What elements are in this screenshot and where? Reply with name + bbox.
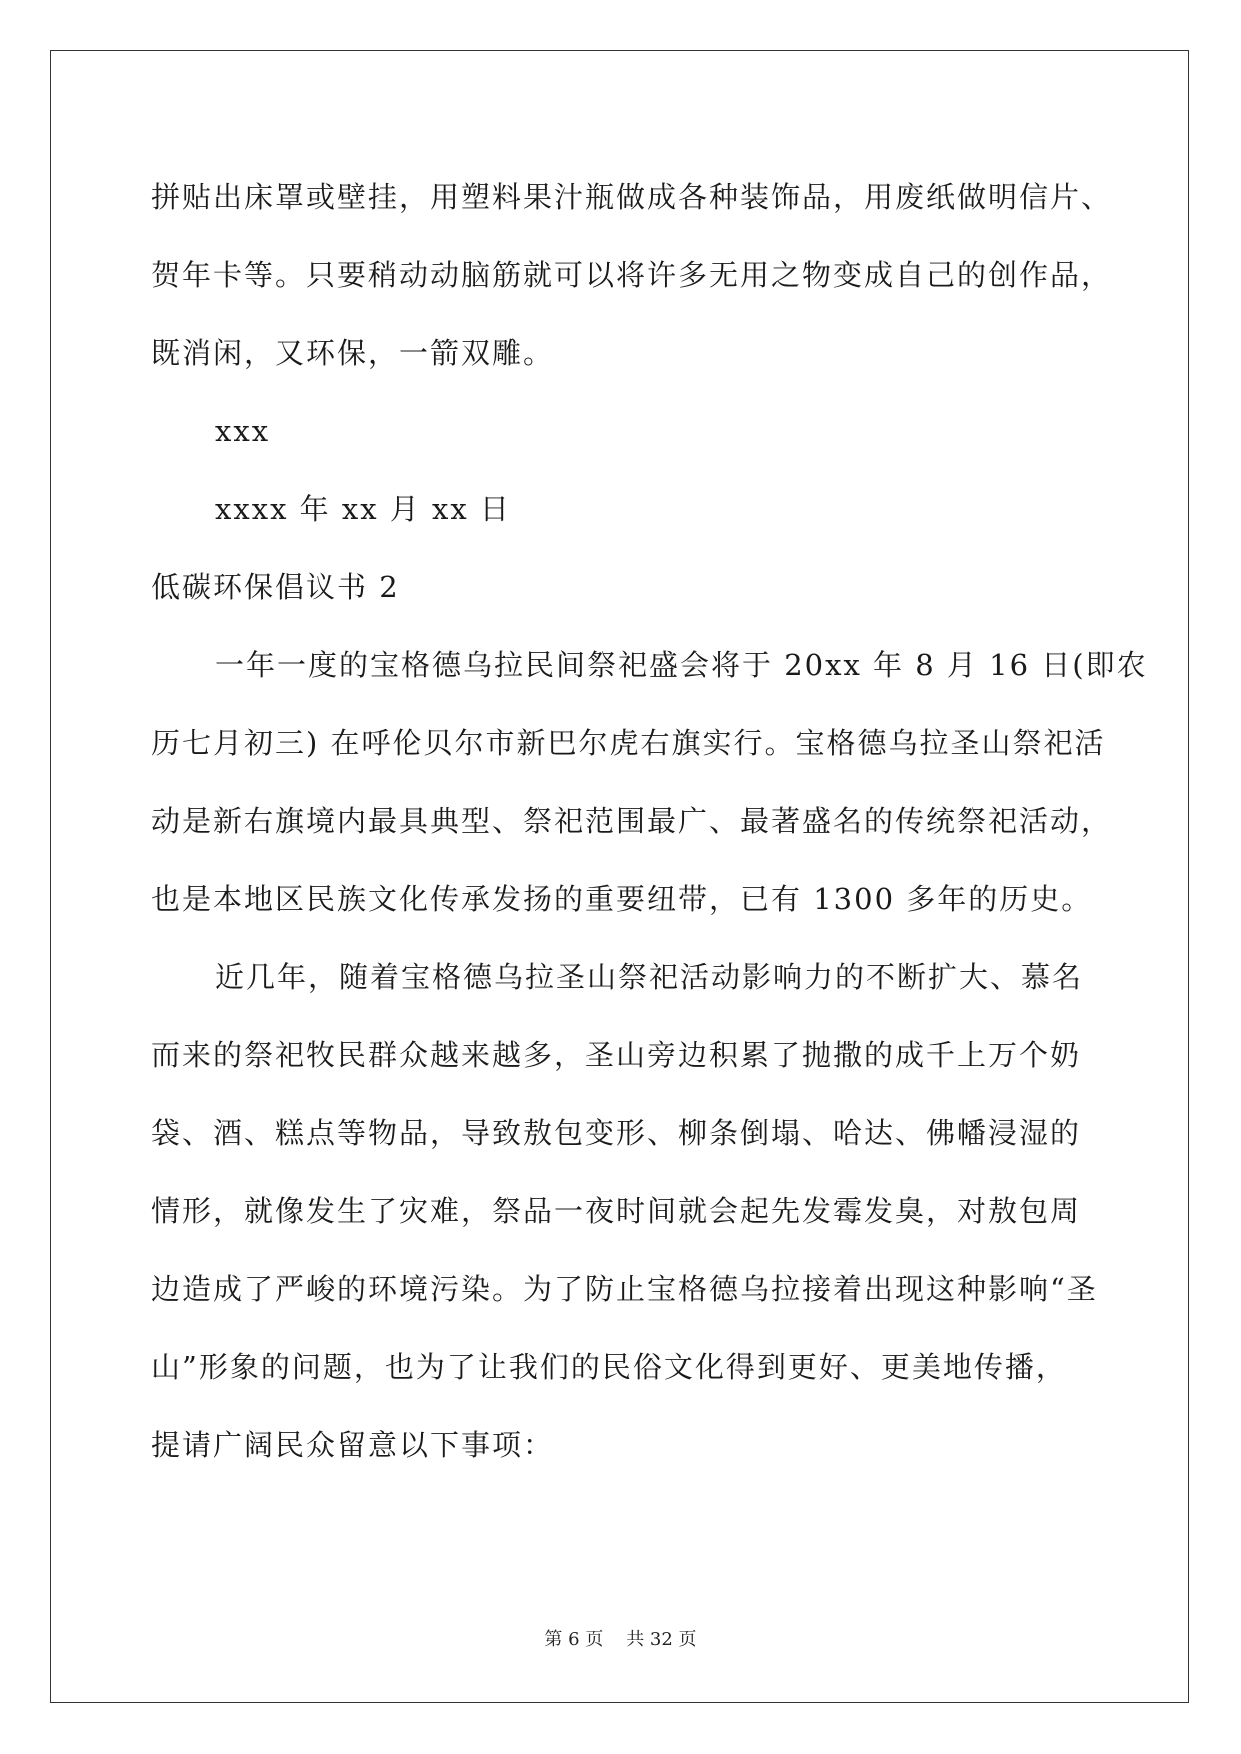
paragraph-2-line-2: 历七月初三) 在呼伦贝尔市新巴尔虎右旗实行。宝格德乌拉圣山祭祀活 (151, 726, 1106, 760)
paragraph-1-line-2: 贺年卡等。只要稍动动脑筋就可以将许多无用之物变成自己的创作品， (151, 258, 1113, 292)
paragraph-2-line-4: 也是本地区民族文化传承发扬的重要纽带，已有 1300 多年的历史。 (151, 882, 1093, 916)
paragraph-2-line-1: 一年一度的宝格德乌拉民间祭祀盛会将于 20xx 年 8 月 16 日(即农 (215, 648, 1148, 682)
paragraph-1-line-1: 拼贴出床罩或壁挂，用塑料果汁瓶做成各种装饰品，用废纸做明信片、 (151, 180, 1113, 214)
paragraph-3-line-5: 边造成了严峻的环境污染。为了防止宝格德乌拉接着出现这种影响“圣 (151, 1272, 1098, 1306)
paragraph-3-line-6: 山”形象的问题，也为了让我们的民俗文化得到更好、更美地传播， (151, 1350, 1067, 1384)
paragraph-3-line-2: 而来的祭祀牧民群众越来越多，圣山旁边积累了抛撒的成千上万个奶 (151, 1038, 1082, 1072)
paragraph-1-line-3: 既消闲，又环保，一箭双雕。 (151, 336, 555, 370)
signature-date: xxxx 年 xx 月 xx 日 (215, 492, 511, 526)
paragraph-3-line-4: 情形，就像发生了灾难，祭品一夜时间就会起先发霉发臭，对敖包周 (151, 1194, 1082, 1228)
paragraph-3-line-7: 提请广阔民众留意以下事项： (151, 1428, 555, 1462)
paragraph-3-line-3: 袋、酒、糕点等物品，导致敖包变形、柳条倒塌、哈达、佛幡浸湿的 (151, 1116, 1082, 1150)
section-title: 低碳环保倡议书 2 (151, 570, 400, 604)
paragraph-2-line-3: 动是新右旗境内最具典型、祭祀范围最广、最著盛名的传统祭祀活动， (151, 804, 1113, 838)
page-number-footer: 第 6 页 共 32 页 (544, 1629, 697, 1650)
paragraph-3-line-1: 近几年，随着宝格德乌拉圣山祭祀活动影响力的不断扩大、慕名 (215, 960, 1084, 994)
document-body (151, 158, 1148, 1484)
signature-name: xxx (215, 414, 271, 448)
